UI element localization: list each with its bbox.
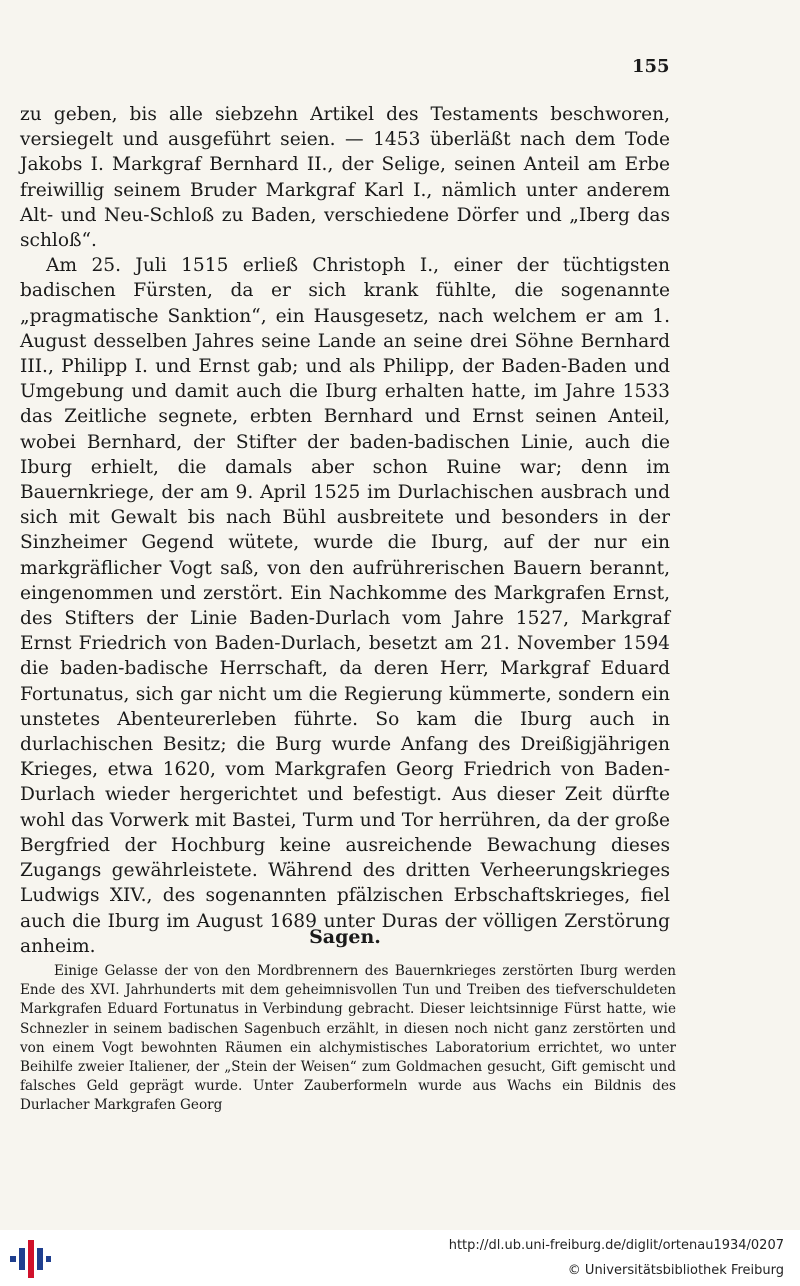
- footer-copyright: © Universitätsbibliothek Freiburg: [567, 1263, 784, 1278]
- paragraph-1: zu geben, bis alle siebzehn Artikel des Testaments beschworen, versiegelt und ausgeführt seien. — 1453 überläßt nach dem Tode Jakobs I. Markgraf Bernhard II., der Selige, seinen Anteil am Erbe freiwillig seinem Bruder Markgraf Karl I., nämlich unter anderem Alt- und Neu-Schloß zu Baden, verschiedene Dörfer und „Iberg das schloß“.: [20, 104, 670, 252]
- small-paragraph: Einige Gelasse der von den Mordbrennern des Bauernkrieges zerstörten Iburg werden Ende des XVI. Jahrhunderts mit dem geheimnisvollen Tun und Treiben des tiefverschuldeten Markgrafen Eduard Fortunatus in Verbindung gebracht. Dieser leichtsinnige Fürst hatte, wie Schnezler in seinem badischen Sagenbuch erzählt, in diesen noch nicht ganz zerstörten und von einem Vogt bewohnten Räumen ein alchymistisches Laboratorium errichtet, wo unter Beihilfe zweier Italiener, der „Stein der Weisen“ zum Goldmachen gesucht, Gift gemischt und falsches Geld geprägt wurde. Unter Zauberformeln wurde aus Wachs ein Bildnis des Durlacher Markgrafen Georg: [20, 963, 676, 1114]
- small-print-text: [20, 962, 676, 1116]
- section-title: Sagen.: [309, 926, 381, 948]
- paragraph-2: Am 25. Juli 1515 erließ Christoph I., einer der tüchtigsten badischen Fürsten, da er sich krank fühlte, die sogenannte „pragmatische Sanktion“, ein Hausgesetz, nach welchem er am 1. August desselben Jahres seine Lande an seine drei Söhne Bernhard III., Philipp I. und Ernst gab; und als Philipp, der Baden-Baden und Umgebung und damit auch die Iburg erhalten hatte, im Jahre 1533 das Zeitliche segnete, erbten Bernhard und Ernst seinen Anteil, wobei Bernhard, der Stifter der baden-badischen Linie, auch die Iburg erhielt, die damals aber schon Ruine war; denn im Bauernkriege, der am 9. April 1525 im Durlachischen ausbrach und sich mit Gewalt bis nach Bühl ausbreitete und besonders in der Sinzheimer Gegend wütete, wurde die Iburg, auf der nur ein markgräflicher Vogt saß, von den aufrührerischen Bauern berannt, eingenommen und zerstört. Ein Nachkomme des Markgrafen Ernst, des Stifters der Linie Baden-Durlach vom Jahre 1527, Markgraf Ernst Friedrich von Baden-Durlach, besetzt am 21. November 1594 die baden-badische Herrschaft, da deren Herr, Markgraf Eduard Fortunatus, sich gar nicht um die Regierung kümmerte, sondern ein unstetes Abenteurerleben führte. So kam die Iburg auch in durlachischen Besitz; die Burg wurde Anfang des Dreißigjährigen Krieges, etwa 1620, vom Markgrafen Georg Friedrich von Baden-Durlach wieder hergerichtet und befestigt. Aus dieser Zeit dürfte wohl das Vorwerk mit Bastei, Turm und Tor herrühren, da der große Bergfried der Hochburg keine ausreichende Bewachung dieses Zugangs gewährleistete. Während des dritten Verheerungskrieges Ludwigs XIV., des sogenannten pfälzischen Erbschaftskrieges, fiel auch die Iburg im August 1689 unter Duras der völligen Zerstörung anheim.: [20, 255, 670, 957]
- ub-freiburg-logo-icon[interactable]: [8, 1238, 52, 1280]
- main-text: [20, 102, 670, 959]
- footer-url-link[interactable]: http://dl.ub.uni-freiburg.de/diglit/ortenau1934/0207: [448, 1238, 784, 1253]
- page-number: 155: [632, 56, 670, 77]
- footer-bar: [0, 1230, 800, 1286]
